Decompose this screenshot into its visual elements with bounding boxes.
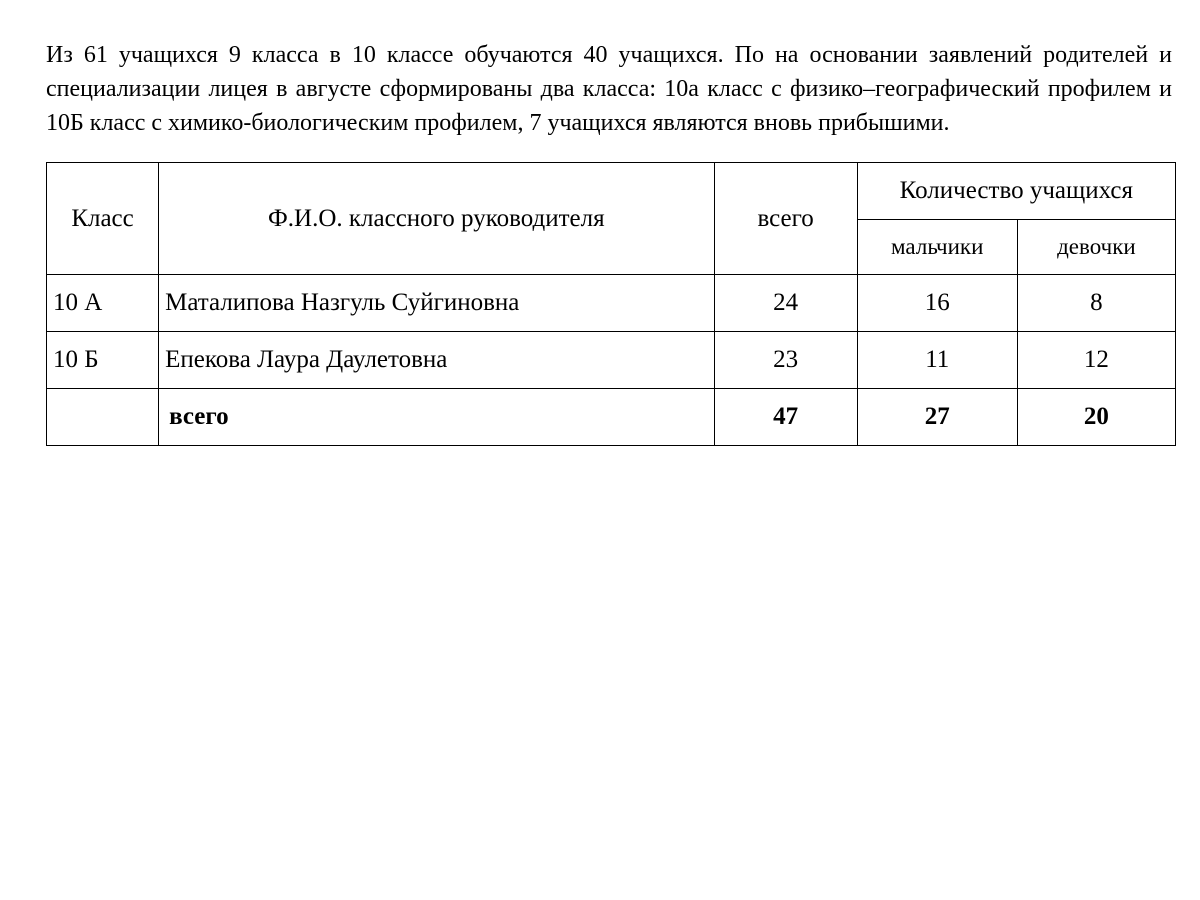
cell-total: 23 — [714, 332, 857, 389]
students-table — [46, 162, 1176, 446]
cell-girls: 20 — [1017, 389, 1175, 446]
cell-teacher: Епекова Лаура Даулетовна — [159, 332, 714, 389]
cell-boys: 16 — [857, 275, 1017, 332]
cell-class — [47, 389, 159, 446]
document-page — [46, 38, 1174, 446]
header-teacher: Ф.И.О. классного руководителя — [159, 163, 714, 275]
table-row — [47, 275, 1176, 332]
cell-class: 10 А — [47, 275, 159, 332]
intro-paragraph: Из 61 учащихся 9 класса в 10 классе обучаются 40 учащихся. По на основании заявлений родителей и специализации лицея в августе сформированы два класса: 10а класс с физико–географический профилем и 10Б класс с химико-биологическим профилем, 7 учащихся являются вновь прибышими. — [46, 42, 1172, 137]
header-girls: девочки — [1017, 220, 1175, 275]
header-total: всего — [714, 163, 857, 275]
cell-boys: 27 — [857, 389, 1017, 446]
cell-class: 10 Б — [47, 332, 159, 389]
header-class: Класс — [47, 163, 159, 275]
cell-girls: 12 — [1017, 332, 1175, 389]
cell-total: 47 — [714, 389, 857, 446]
cell-boys: 11 — [857, 332, 1017, 389]
cell-total-label: всего — [159, 389, 714, 446]
table-header-row-top — [47, 163, 1176, 220]
cell-girls: 8 — [1017, 275, 1175, 332]
header-count-group: Количество учащихся — [857, 163, 1175, 220]
cell-teacher: Маталипова Назгуль Суйгиновна — [159, 275, 714, 332]
cell-total: 24 — [714, 275, 857, 332]
header-boys: мальчики — [857, 220, 1017, 275]
table-row — [47, 332, 1176, 389]
table-total-row — [47, 389, 1176, 446]
